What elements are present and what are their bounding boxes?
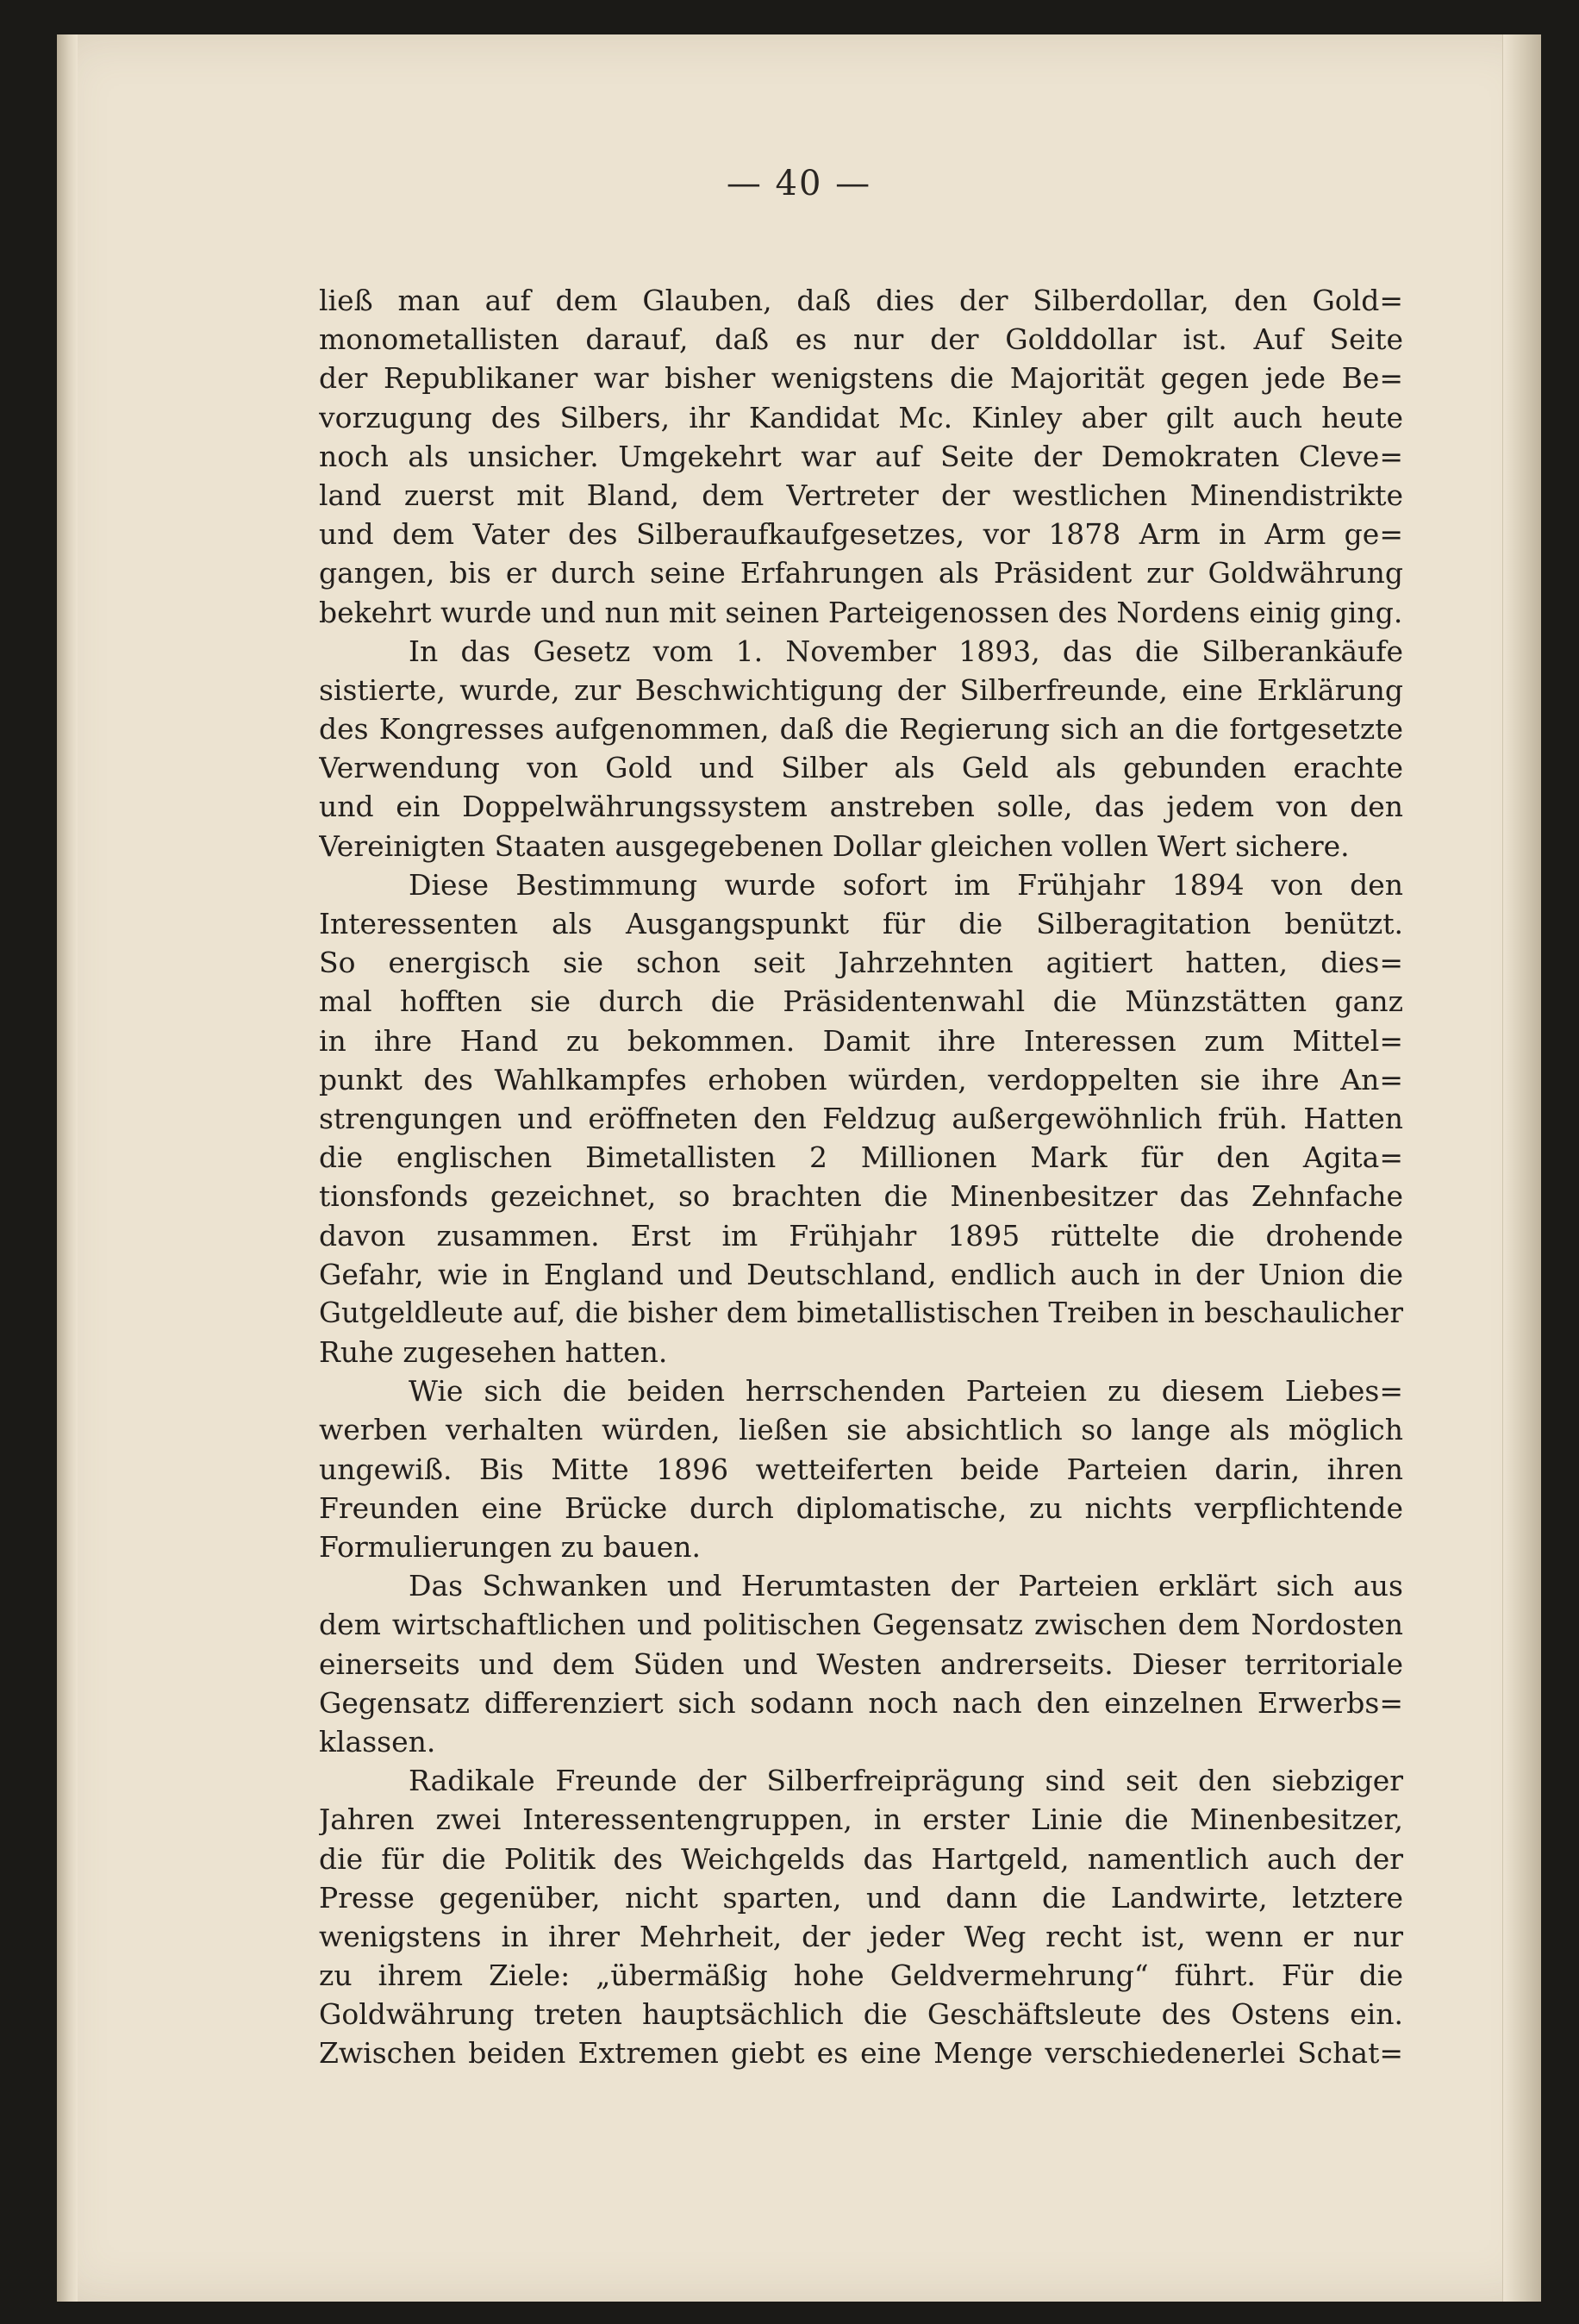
text-line: vorzugung des Silbers, ihr Kandidat Mc. Kinley aber gilt auch heute bbox=[319, 400, 1403, 434]
text-line: Freunden eine Brücke durch diplomatische, zu nichts verpflichtende bbox=[319, 1490, 1403, 1525]
text-line: bekehrt wurde und nun mit seinen Parteigenossen des Nordens einig ging. bbox=[319, 595, 1403, 629]
text-line: wenigstens in ihrer Mehrheit, der jeder Weg recht ist, wenn er nur bbox=[319, 1919, 1403, 1953]
page-edge-stack bbox=[1502, 34, 1541, 2302]
text-line: Gutgeldleute auf, die bisher dem bimetallistischen Treiben in beschaulicher bbox=[319, 1296, 1403, 1329]
text-line: Wie sich die beiden herrschenden Parteien zu diesem Liebes= bbox=[409, 1374, 1403, 1409]
page-number: — 40 — bbox=[726, 164, 872, 203]
text-line: zu ihrem Ziele: „übermäßig hohe Geldvermehrung“ führt. Für die bbox=[319, 1959, 1403, 1993]
text-line: Das Schwanken und Herumtasten der Parteien erklärt sich aus bbox=[409, 1569, 1403, 1603]
text-line: Verwendung von Gold und Silber als Geld als gebunden erachte bbox=[319, 751, 1403, 785]
text-line: davon zusammen. Erst im Frühjahr 1895 rüttelte die drohende bbox=[319, 1218, 1403, 1253]
text-line: sistierte, wurde, zur Beschwichtigung der Silberfreunde, eine Erklärung bbox=[319, 672, 1403, 707]
text-line: Gegensatz differenziert sich sodann noch nach den einzelnen Erwerbs= bbox=[319, 1685, 1403, 1720]
text-line: noch als unsicher. Umgekehrt war auf Seite der Demokraten Cleve= bbox=[319, 439, 1403, 473]
body-text bbox=[319, 281, 1403, 2073]
page-spine-shadow bbox=[57, 34, 78, 2302]
text-line: In das Gesetz vom 1. November 1893, das die Silberankäufe bbox=[409, 634, 1403, 668]
text-line: Jahren zwei Interessentengruppen, in erster Linie die Minenbesitzer, bbox=[319, 1802, 1403, 1837]
text-line: So energisch sie schon seit Jahrzehnten agitiert hatten, dies= bbox=[319, 946, 1403, 980]
text-line: Vereinigten Staaten ausgegebenen Dollar gleichen vollen Wert sichere. bbox=[319, 828, 1350, 863]
text-line: die englischen Bimetallisten 2 Millionen Mark für den Agita= bbox=[319, 1140, 1403, 1175]
book-page bbox=[57, 34, 1541, 2302]
text-line: ließ man auf dem Glauben, daß dies der Silberdollar, den Gold= bbox=[319, 284, 1403, 317]
text-line: einerseits und dem Süden und Westen andrerseits. Dieser territoriale bbox=[319, 1646, 1403, 1681]
text-line: Gefahr, wie in England und Deutschland, endlich auch in der Union die bbox=[319, 1257, 1403, 1291]
text-line: ungewiß. Bis Mitte 1896 wetteiferten beide Parteien darin, ihren bbox=[319, 1452, 1403, 1486]
text-line: strengungen und eröffneten den Feldzug außergewöhnlich früh. Hatten bbox=[319, 1101, 1403, 1135]
text-line: monometallisten darauf, daß es nur der Golddollar ist. Auf Seite bbox=[319, 322, 1403, 357]
text-line: Ruhe zugesehen hatten. bbox=[319, 1335, 668, 1370]
text-line: der Republikaner war bisher wenigstens die Majorität gegen jede Be= bbox=[319, 361, 1403, 396]
text-line: tionsfonds gezeichnet, so brachten die Minenbesitzer das Zehnfache bbox=[319, 1179, 1403, 1214]
text-line: Zwischen beiden Extremen giebt es eine Menge verschiedenerlei Schat= bbox=[319, 2036, 1403, 2071]
text-line: werben verhalten würden, ließen sie absichtlich so lange als möglich bbox=[319, 1413, 1403, 1447]
text-line: die für die Politik des Weichgelds das Hartgeld, namentlich auch der bbox=[319, 1841, 1403, 1876]
text-line: punkt des Wahlkampfes erhoben würden, verdoppelten sie ihre An= bbox=[319, 1062, 1403, 1096]
text-line: klassen. bbox=[319, 1724, 436, 1759]
text-line: und dem Vater des Silberaufkaufgesetzes, vor 1878 Arm in Arm ge= bbox=[319, 517, 1403, 552]
text-line: in ihre Hand zu bekommen. Damit ihre Interessen zum Mittel= bbox=[319, 1023, 1403, 1058]
text-line: Presse gegenüber, nicht sparten, und dann die Landwirte, letztere bbox=[319, 1880, 1403, 1915]
text-line: und ein Doppelwährungssystem anstreben solle, das jedem von den bbox=[319, 790, 1403, 824]
text-line: Radikale Freunde der Silberfreiprägung sind seit den siebziger bbox=[409, 1764, 1403, 1798]
text-line: Goldwährung treten hauptsächlich die Geschäftsleute des Ostens ein. bbox=[319, 1997, 1403, 2032]
text-line: gangen, bis er durch seine Erfahrungen als Präsident zur Goldwährung bbox=[319, 556, 1403, 590]
text-line: mal hofften sie durch die Präsidentenwahl die Münzstätten ganz bbox=[319, 984, 1403, 1019]
text-line: Diese Bestimmung wurde sofort im Frühjahr 1894 von den bbox=[409, 867, 1403, 902]
text-line: land zuerst mit Bland, dem Vertreter der westlichen Minendistrikte bbox=[319, 478, 1403, 512]
text-line: des Kongresses aufgenommen, daß die Regierung sich an die fortgesetzte bbox=[319, 712, 1403, 747]
text-line: Interessenten als Ausgangspunkt für die Silberagitation benützt. bbox=[319, 907, 1403, 940]
text-line: dem wirtschaftlichen und politischen Gegensatz zwischen dem Nordosten bbox=[319, 1608, 1403, 1642]
text-line: Formulierungen zu bauen. bbox=[319, 1530, 702, 1564]
